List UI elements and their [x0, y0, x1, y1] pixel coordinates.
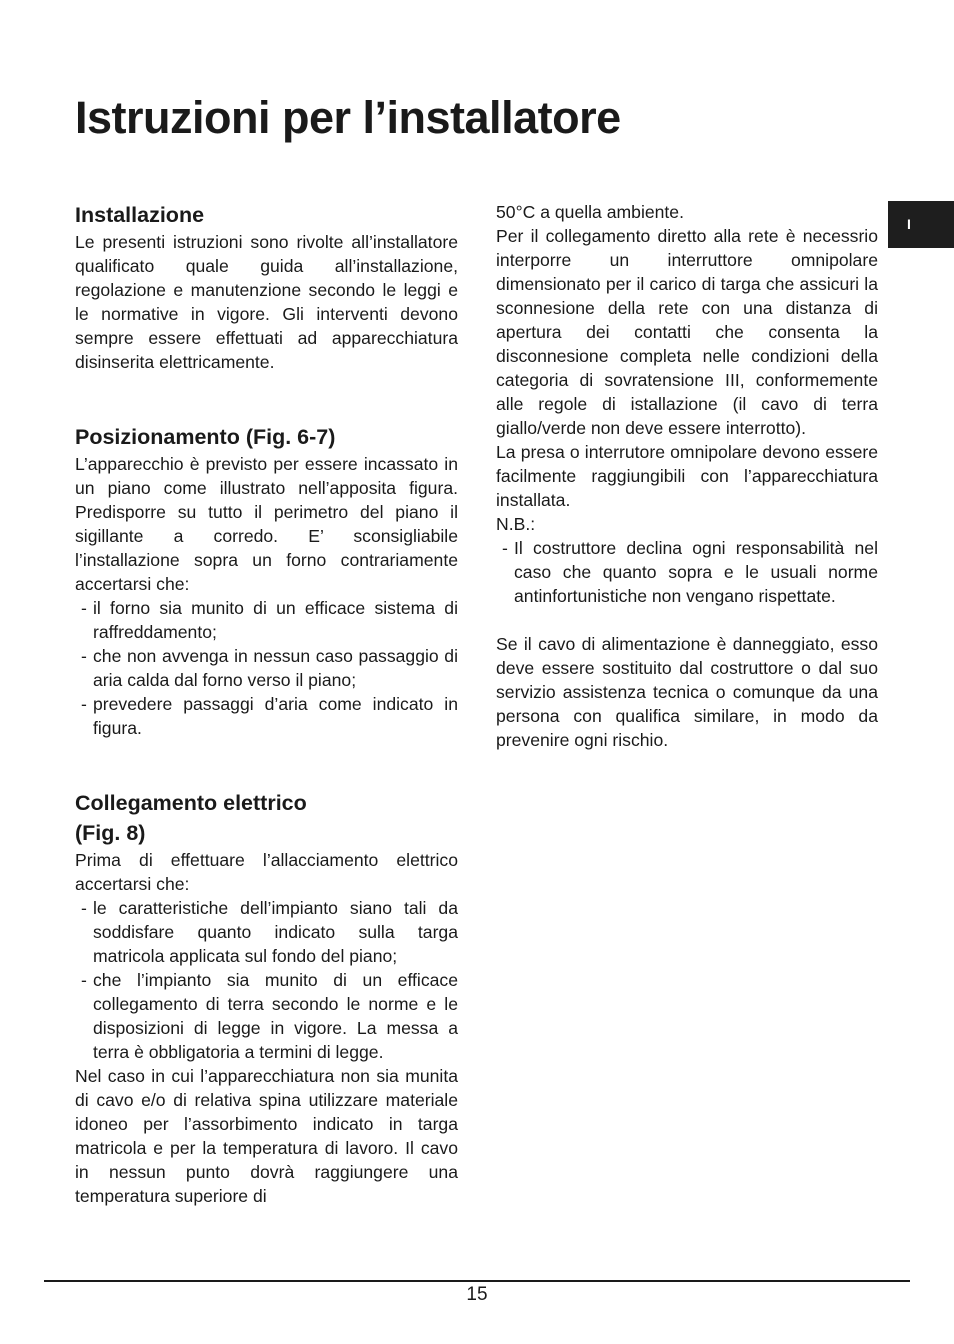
page-number: 15 [466, 1284, 488, 1305]
left-column [75, 200, 458, 1208]
paragraph-cavo: Nel caso in cui l’apparecchiatura non sia munita di cavo e/o di relativa spina utilizzare materiale idoneo per l’assorbimento indicato in targa matricola e per la temperatura di lavoro. Il cavo in nessun punto dovrà raggiungere una temperatura superiore di [75, 1066, 458, 1206]
heading-installazione: Installazione [75, 203, 205, 227]
list-posizionamento [75, 596, 458, 740]
right-column [496, 200, 878, 752]
list-item: - il forno sia munito di un efficace sistema di raffreddamento; [81, 598, 458, 642]
paragraph-collegamento: Prima di effettuare l’allacciamento elettrico accertarsi che: [75, 850, 458, 894]
paragraph-continuation: 50°C a quella ambiente. [496, 202, 684, 222]
paragraph-presa: La presa o interrutore omnipolare devono essere facilmente raggiungibili con l’apparecchiatura installata. [496, 442, 878, 510]
list-item: - che l’impianto sia munito di un efficace collegamento di terra secondo le norme e le disposizioni di legge in vigore. La messa a terra è obbligatoria a termini di legge. [81, 970, 458, 1062]
paragraph-interruttore: Per il collegamento diretto alla rete è necessrio interporre un interruttore omnipolare dimensionato per il carico di targa che assicuri la sconnesione della rete con una distanza di apertura dei contatti che consenta la disconnesione completa nelle condizioni della categoria di sovratensione III, conformemente alle regole di istallazione (il cavo di terra giallo/verde non deve essere interrotto). [496, 226, 878, 438]
language-tab [888, 201, 954, 248]
list-collegamento [75, 896, 458, 1064]
list-item: - prevedere passaggi d’aria come indicato in figura. [81, 694, 458, 738]
list-item: - le caratteristiche dell’impianto siano tali da soddisfare quanto indicato sulla targa matricola applicata sul fondo del piano; [81, 898, 458, 966]
list-nb [496, 536, 878, 608]
language-tab-label: I [907, 216, 911, 232]
page-title: Istruzioni per l’installatore [75, 92, 621, 143]
list-item: - Il costruttore declina ogni responsabilità nel caso che quanto sopra e le usuali norme antinfortunistiche non vengano rispettate. [502, 538, 878, 606]
list-item: - che non avvenga in nessun caso passaggio di aria calda dal forno verso il piano; [81, 646, 458, 690]
footer-rule [44, 1280, 910, 1282]
heading-posizionamento: Posizionamento (Fig. 6-7) [75, 425, 336, 449]
nb-label: N.B.: [496, 514, 536, 534]
paragraph-cavo-danneggiato: Se il cavo di alimentazione è danneggiato, esso deve essere sostituito dal costruttore o dal suo servizio assistenza tecnica o comunque da una persona con qualifica similare, in modo da prevenire ogni rischio. [496, 634, 878, 750]
paragraph-installazione: Le presenti istruzioni sono rivolte all’installatore qualificato quale guida all’installazione, regolazione e manutenzione secondo le leggi e le normative in vigore. Gli interventi devono sempre essere effettuati ad apparecchiatura disinserita elettricamente. [75, 232, 458, 372]
paragraph-posizionamento: L’apparecchio è previsto per essere incassato in un piano come illustrato nell’apposita figura. Predisporre su tutto il perimetro del piano il sigillante a corredo. E’ sconsigliabile l’installazione sopra un forno contrariamente accertarsi che: [75, 454, 458, 594]
heading-collegamento: Collegamento elettrico (Fig. 8) [75, 791, 307, 845]
